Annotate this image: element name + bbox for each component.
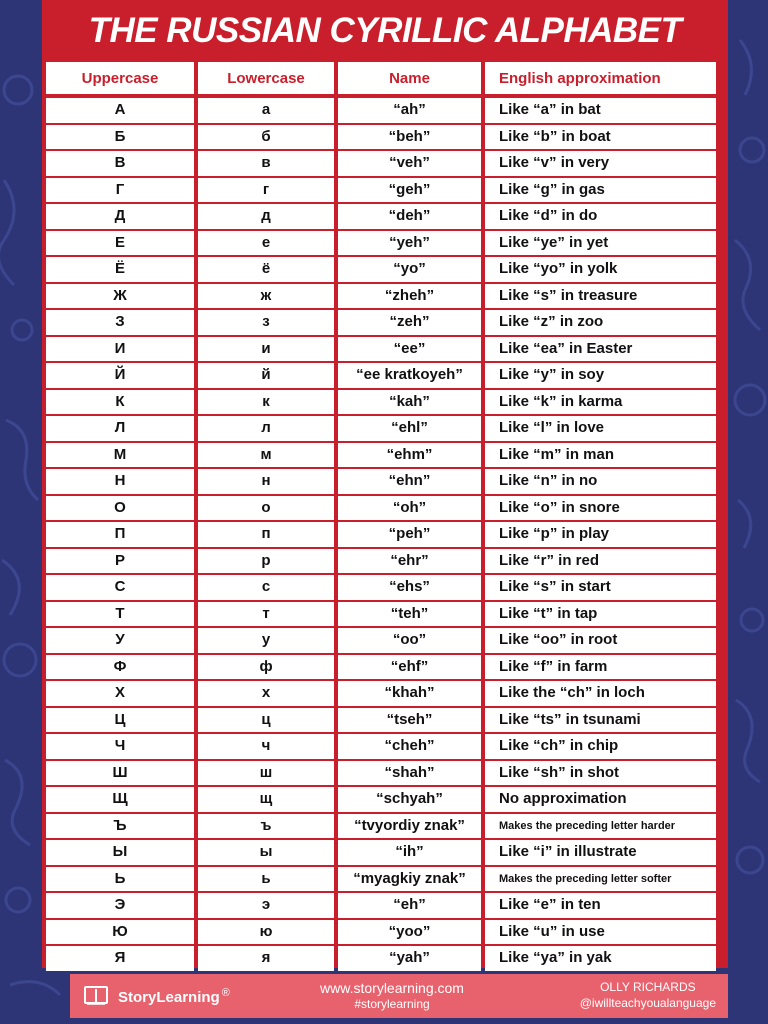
lowercase-letter: п	[198, 522, 334, 547]
uppercase-letter: Ь	[46, 867, 194, 892]
letter-name: “ehs”	[338, 575, 481, 600]
lowercase-letter: у	[198, 628, 334, 653]
table-row	[46, 628, 724, 653]
table-row	[46, 390, 724, 415]
alphabet-poster	[42, 0, 728, 968]
english-approximation: Like “u” in use	[485, 920, 716, 945]
table-row	[46, 575, 724, 600]
english-approximation: Like “s” in start	[485, 575, 716, 600]
table-row	[46, 125, 724, 150]
uppercase-letter: Э	[46, 893, 194, 918]
uppercase-letter: Б	[46, 125, 194, 150]
english-approximation: Like “v” in very	[485, 151, 716, 176]
table-row	[46, 522, 724, 547]
uppercase-letter: П	[46, 522, 194, 547]
lowercase-letter: ч	[198, 734, 334, 759]
lowercase-letter: б	[198, 125, 334, 150]
uppercase-letter: Ъ	[46, 814, 194, 839]
english-approximation: Like “d” in do	[485, 204, 716, 229]
letter-name: “yo”	[338, 257, 481, 282]
english-approximation: Like “y” in soy	[485, 363, 716, 388]
english-approximation: Like “g” in gas	[485, 178, 716, 203]
letter-name: “ah”	[338, 98, 481, 123]
uppercase-letter: К	[46, 390, 194, 415]
english-approximation: Like “sh” in shot	[485, 761, 716, 786]
letter-name: “ehn”	[338, 469, 481, 494]
table-row	[46, 549, 724, 574]
uppercase-letter: З	[46, 310, 194, 335]
uppercase-letter: А	[46, 98, 194, 123]
uppercase-letter: Ж	[46, 284, 194, 309]
registered-mark: ®	[221, 986, 230, 999]
uppercase-letter: Х	[46, 681, 194, 706]
website-link[interactable]: www.storylearning.com	[320, 980, 464, 996]
lowercase-letter: я	[198, 946, 334, 971]
uppercase-letter: Р	[46, 549, 194, 574]
table-row	[46, 655, 724, 680]
english-approximation: Like “b” in boat	[485, 125, 716, 150]
uppercase-letter: Ч	[46, 734, 194, 759]
letter-name: “beh”	[338, 125, 481, 150]
english-approximation: Like “ye” in yet	[485, 231, 716, 256]
letter-name: “yoo”	[338, 920, 481, 945]
lowercase-letter: с	[198, 575, 334, 600]
uppercase-letter: Т	[46, 602, 194, 627]
table-row	[46, 920, 724, 945]
english-approximation: Makes the preceding letter softer	[485, 867, 716, 892]
letter-name: “shah”	[338, 761, 481, 786]
english-approximation: Like “l” in love	[485, 416, 716, 441]
table-row	[46, 151, 724, 176]
header-uppercase: Uppercase	[46, 62, 194, 94]
uppercase-letter: О	[46, 496, 194, 521]
header-lowercase: Lowercase	[198, 62, 334, 94]
uppercase-letter: Д	[46, 204, 194, 229]
uppercase-letter: Я	[46, 946, 194, 971]
letter-name: “peh”	[338, 522, 481, 547]
footer-bar	[70, 974, 728, 1018]
english-approximation: Like “oo” in root	[485, 628, 716, 653]
lowercase-letter: н	[198, 469, 334, 494]
table-row	[46, 840, 724, 865]
letter-name: “ee”	[338, 337, 481, 362]
website-block	[302, 980, 482, 1012]
english-approximation: Like “o” in snore	[485, 496, 716, 521]
uppercase-letter: Й	[46, 363, 194, 388]
letter-name: “zheh”	[338, 284, 481, 309]
english-approximation: Like “s” in treasure	[485, 284, 716, 309]
table-row	[46, 443, 724, 468]
lowercase-letter: и	[198, 337, 334, 362]
uppercase-letter: Е	[46, 231, 194, 256]
letter-name: “teh”	[338, 602, 481, 627]
lowercase-letter: ъ	[198, 814, 334, 839]
hashtag: #storylearning	[354, 997, 430, 1011]
letter-name: “kah”	[338, 390, 481, 415]
lowercase-letter: в	[198, 151, 334, 176]
table-header-row	[46, 62, 724, 94]
table-row	[46, 734, 724, 759]
english-approximation: Like the “ch” in loch	[485, 681, 716, 706]
letter-name: “tseh”	[338, 708, 481, 733]
lowercase-letter: ф	[198, 655, 334, 680]
english-approximation: Makes the preceding letter harder	[485, 814, 716, 839]
table-row	[46, 231, 724, 256]
lowercase-letter: ю	[198, 920, 334, 945]
lowercase-letter: к	[198, 390, 334, 415]
letter-name: “cheh”	[338, 734, 481, 759]
letter-name: “ehl”	[338, 416, 481, 441]
table-row	[46, 787, 724, 812]
table-row	[46, 363, 724, 388]
english-approximation: Like “z” in zoo	[485, 310, 716, 335]
lowercase-letter: э	[198, 893, 334, 918]
author-name: OLLY RICHARDS	[600, 980, 696, 994]
lowercase-letter: й	[198, 363, 334, 388]
uppercase-letter: Ц	[46, 708, 194, 733]
letter-name: “oh”	[338, 496, 481, 521]
lowercase-letter: г	[198, 178, 334, 203]
english-approximation: Like “i” in illustrate	[485, 840, 716, 865]
letter-name: “oo”	[338, 628, 481, 653]
uppercase-letter: Ы	[46, 840, 194, 865]
letter-name: “geh”	[338, 178, 481, 203]
lowercase-letter: л	[198, 416, 334, 441]
english-approximation: Like “t” in tap	[485, 602, 716, 627]
uppercase-letter: Ё	[46, 257, 194, 282]
lowercase-letter: з	[198, 310, 334, 335]
table-row	[46, 867, 724, 892]
header-english-approximation: English approximation	[485, 62, 716, 94]
letter-name: “yeh”	[338, 231, 481, 256]
lowercase-letter: ь	[198, 867, 334, 892]
english-approximation: Like “k” in karma	[485, 390, 716, 415]
book-icon	[84, 986, 108, 1006]
english-approximation: Like “ch” in chip	[485, 734, 716, 759]
lowercase-letter: о	[198, 496, 334, 521]
uppercase-letter: М	[46, 443, 194, 468]
lowercase-letter: т	[198, 602, 334, 627]
header-name: Name	[338, 62, 481, 94]
english-approximation: Like “yo” in yolk	[485, 257, 716, 282]
uppercase-letter: Л	[46, 416, 194, 441]
table-row	[46, 602, 724, 627]
lowercase-letter: ё	[198, 257, 334, 282]
letter-name: “ih”	[338, 840, 481, 865]
table-row	[46, 469, 724, 494]
lowercase-letter: д	[198, 204, 334, 229]
lowercase-letter: ы	[198, 840, 334, 865]
uppercase-letter: В	[46, 151, 194, 176]
lowercase-letter: х	[198, 681, 334, 706]
letter-name: “ehr”	[338, 549, 481, 574]
english-approximation: Like “m” in man	[485, 443, 716, 468]
lowercase-letter: щ	[198, 787, 334, 812]
brand-name: StoryLearning	[118, 988, 220, 1006]
lowercase-letter: ц	[198, 708, 334, 733]
letter-name: “ee kratkoyeh”	[338, 363, 481, 388]
author-handle[interactable]: @iwillteachyoualanguage	[579, 996, 716, 1010]
letter-name: “eh”	[338, 893, 481, 918]
english-approximation: Like “a” in bat	[485, 98, 716, 123]
english-approximation: Like “r” in red	[485, 549, 716, 574]
lowercase-letter: ж	[198, 284, 334, 309]
table-row	[46, 946, 724, 971]
uppercase-letter: У	[46, 628, 194, 653]
uppercase-letter: Ш	[46, 761, 194, 786]
table-row	[46, 814, 724, 839]
english-approximation: Like “f” in farm	[485, 655, 716, 680]
uppercase-letter: И	[46, 337, 194, 362]
english-approximation: Like “p” in play	[485, 522, 716, 547]
letter-name: “deh”	[338, 204, 481, 229]
letter-name: “tvyordiy znak”	[338, 814, 481, 839]
table-row	[46, 204, 724, 229]
letter-name: “veh”	[338, 151, 481, 176]
table-row	[46, 310, 724, 335]
lowercase-letter: е	[198, 231, 334, 256]
uppercase-letter: С	[46, 575, 194, 600]
uppercase-letter: Щ	[46, 787, 194, 812]
table-row	[46, 284, 724, 309]
table-row	[46, 681, 724, 706]
letter-name: “ehm”	[338, 443, 481, 468]
table-row	[46, 708, 724, 733]
letter-name: “myagkiy znak”	[338, 867, 481, 892]
brand-logo[interactable]	[84, 974, 230, 1018]
letter-name: “yah”	[338, 946, 481, 971]
letter-name: “zeh”	[338, 310, 481, 335]
table-row	[46, 416, 724, 441]
poster-title: THE RUSSIAN CYRILLIC ALPHABET	[88, 11, 682, 50]
lowercase-letter: ш	[198, 761, 334, 786]
table-row	[46, 98, 724, 123]
table-row	[46, 178, 724, 203]
table-row	[46, 337, 724, 362]
english-approximation: No approximation	[485, 787, 716, 812]
english-approximation: Like “ts” in tsunami	[485, 708, 716, 733]
english-approximation: Like “e” in ten	[485, 893, 716, 918]
table-row	[46, 893, 724, 918]
alphabet-table	[46, 62, 724, 973]
lowercase-letter: м	[198, 443, 334, 468]
english-approximation: Like “n” in no	[485, 469, 716, 494]
uppercase-letter: Г	[46, 178, 194, 203]
table-row	[46, 761, 724, 786]
letter-name: “khah”	[338, 681, 481, 706]
author-block	[580, 979, 716, 1011]
table-row	[46, 496, 724, 521]
english-approximation: Like “ya” in yak	[485, 946, 716, 971]
lowercase-letter: р	[198, 549, 334, 574]
letter-name: “ehf”	[338, 655, 481, 680]
letter-name: “schyah”	[338, 787, 481, 812]
uppercase-letter: Ф	[46, 655, 194, 680]
uppercase-letter: Ю	[46, 920, 194, 945]
english-approximation: Like “ea” in Easter	[485, 337, 716, 362]
uppercase-letter: Н	[46, 469, 194, 494]
lowercase-letter: а	[198, 98, 334, 123]
table-row	[46, 257, 724, 282]
